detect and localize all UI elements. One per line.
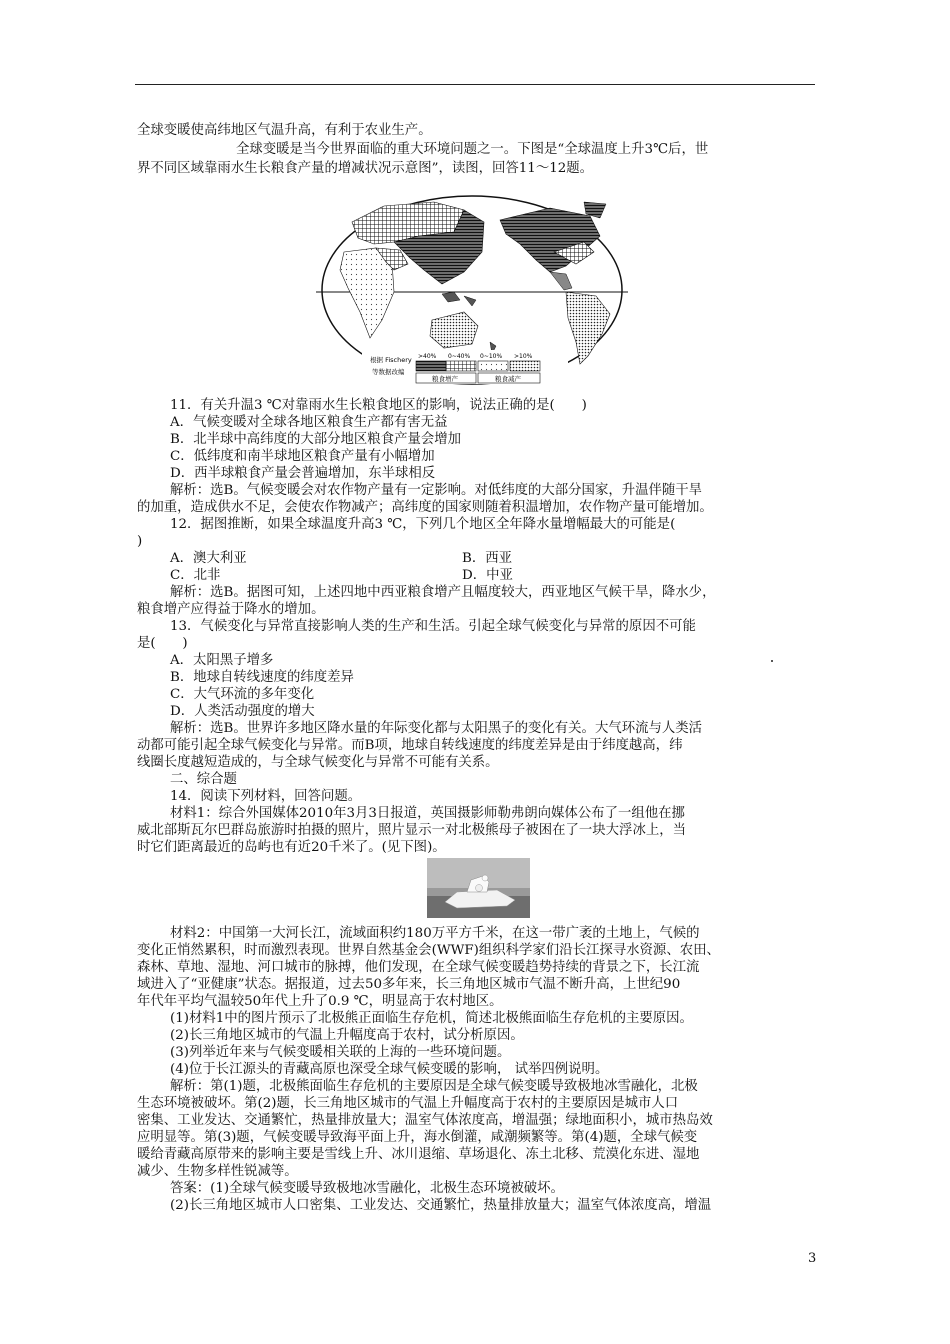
material-line: 变化正悄然累积，时而激烈表现。世界自然基金会(WWF)组织科学家们沿长江探寻水资源、农田、 <box>137 943 720 958</box>
legend-range-3: 0~10% <box>480 353 503 360</box>
material-line: 材料2：中国第一大河长江，流域面积约180万平方千米，在这一带广袤的土地上，气候的 <box>170 926 700 941</box>
explanation-line: 暖给青藏高原带来的影响主要是雪线上升、冰川退缩、草场退化、冻土北移、荒漠化东进、湿地 <box>137 1147 700 1162</box>
map-source-line2: 等数据改编 <box>372 368 405 376</box>
explanation-line: 解析：第(1)题，北极熊面临生存危机的主要原因是全球气候变暖导致极地冰雪融化，北极 <box>170 1079 698 1094</box>
material-line: 材料1：综合外国媒体2010年3月3日报道，英国摄影师勒弗朗向媒体公布了一组他在挪 <box>170 806 685 821</box>
legend-range-1: >40% <box>418 353 437 360</box>
text-line: 界不同区域靠雨水生长粮食产量的增减状况示意图”，读图，回答11～12题。 <box>137 161 594 176</box>
explanation-line: 动都可能引起全球气候变化与异常。而B项，地球自转线速度的纬度差异是由于纬度越高，纬 <box>137 738 683 753</box>
sub-question: (3)列举近年来与气候变暖相关联的上海的一些环境问题。 <box>170 1045 511 1060</box>
text-line: 全球变暖使高纬地区气温升高，有利于农业生产。 <box>137 123 432 138</box>
option-line: C．大气环流的多年变化 <box>170 687 315 702</box>
option-line: B．北半球中高纬度的大部分地区粮食产量会增加 <box>170 432 462 447</box>
sub-question: (4)位于长江源头的青藏高原也深受全球气候变暖的影响， 试举四例说明。 <box>170 1062 609 1077</box>
map-source-line1: 根据 Fischery <box>370 356 412 364</box>
explanation-line: 应明显等。第(3)题，气候变暖导致海平面上升，海水倒灌，咸潮频繁等。第(4)题，全球气候变 <box>137 1130 698 1145</box>
question-13-cont: 是( ) <box>137 636 188 651</box>
question-13: 13．气候变化与异常直接影响人类的生产和生活。引起全球气候变化与异常的原因不可能 <box>170 619 696 634</box>
explanation-line: 解析：选B。世界许多地区降水量的年际变化都与太阳黑子的变化有关。大气环流与人类活 <box>170 721 703 736</box>
explanation-line: 减少、生物多样性锐减等。 <box>137 1164 298 1179</box>
option-line: D．中亚 <box>462 568 513 583</box>
explanation-line: 粮食增产应得益于降水的增加。 <box>137 602 325 617</box>
polar-bear-photo <box>427 858 530 918</box>
option-line: C．北非 <box>170 568 221 583</box>
sub-question: (2)长三角地区城市的气温上升幅度高于农村，试分析原因。 <box>170 1028 524 1043</box>
legend-swatch-1 <box>416 361 446 371</box>
option-line: D．西半球粮食产量会普遍增加，东半球相反 <box>170 466 436 481</box>
question-12-cont: ) <box>137 534 143 549</box>
question-12: 12．据图推断，如果全球温度升高3 ℃，下列几个地区全年降水量增幅最大的可能是( <box>170 517 676 532</box>
legend-range-4: >10% <box>514 353 533 360</box>
option-line: C．低纬度和南半球地区粮食产量有小幅增加 <box>170 449 435 464</box>
option-line: D．人类活动强度的增大 <box>170 704 315 719</box>
legend-decrease-label: 粮食减产 <box>495 375 521 383</box>
text-line: 全球变暖是当今世界面临的重大环境问题之一。下图是“全球温度上升3℃后，世 <box>236 142 709 157</box>
option-line: A．澳大利亚 <box>170 551 247 566</box>
material-line: 威北部斯瓦尔巴群岛旅游时拍摄的照片，照片显示一对北极熊母子被困在了一块大浮冰上，当 <box>137 823 687 838</box>
material-line: 时它们距离最近的岛屿也有近20千米了。(见下图)。 <box>137 840 446 855</box>
option-line: A．气候变暖对全球各地区粮食生产都有害无益 <box>170 415 448 430</box>
section-heading: 二、综合题 <box>170 772 237 787</box>
answer-line: (2)长三角地区城市人口密集、工业发达、交通繁忙，热量排放量大；温室气体浓度高，增温 <box>170 1198 712 1213</box>
option-line: B．地球自转线速度的纬度差异 <box>170 670 354 685</box>
page-number: 3 <box>808 1251 817 1266</box>
legend-swatch-4 <box>510 361 540 371</box>
explanation-line: 生态环境被破坏。第(2)题，长三角地区城市的气温上升幅度高于农村的主要原因是城市人口 <box>137 1096 679 1111</box>
material-line: 年代年平均气温较50年代上升了0.9 ℃，明显高于农村地区。 <box>137 994 503 1009</box>
material-line: 森林、草地、湿地、河口城市的脉搏，他们发现，在全球气候变暖趋势持续的背景之下，长江流 <box>137 960 700 975</box>
explanation-line: 密集、工业发达、交通繁忙，热量排放量大；温室气体浓度高，增温强；绿地面积小，城市热岛效 <box>137 1113 713 1128</box>
material-line: 域进入了“亚健康”状态。据报道，过去50多年来，长三角地区城市气温不断升高，上世纪90 <box>137 977 681 992</box>
explanation-line: 解析：选B。气候变暖会对农作物产量有一定影响。对低纬度的大部分国家，升温伴随干旱 <box>170 483 703 498</box>
answer-line: 答案：(1)全球气候变暖导致极地冰雪融化，北极生态环境被破坏。 <box>170 1181 564 1196</box>
explanation-line: 解析：选B。据图可知，上述四地中西亚粮食增产且幅度较大，西亚地区气候干旱，降水少， <box>170 585 716 600</box>
emphasis-dot <box>771 660 773 662</box>
header-rule <box>135 84 815 85</box>
explanation-line: 线圈长度越短造成的，与全球气候变化与异常不可能有关系。 <box>137 755 499 770</box>
legend-range-2: 0~40% <box>448 353 471 360</box>
legend-increase-label: 粮食增产 <box>432 375 458 383</box>
world-map-figure <box>314 192 630 388</box>
option-line: B．西亚 <box>462 551 513 566</box>
legend-swatch-2 <box>446 361 476 371</box>
legend-swatch-3 <box>478 361 508 371</box>
question-14: 14．阅读下列材料，回答问题。 <box>170 789 362 804</box>
option-line: A．太阳黑子增多 <box>170 653 274 668</box>
question-11: 11．有关升温3 ℃对靠雨水生长粮食地区的影响，说法正确的是( ) <box>170 398 587 413</box>
sub-question: (1)材料1中的图片预示了北极熊正面临生存危机，简述北极熊面临生存危机的主要原因。 <box>170 1011 693 1026</box>
explanation-line: 的加重，造成供水不足，会使农作物减产；高纬度的国家则随着积温增加，农作物产量可能增加。 <box>137 500 713 515</box>
